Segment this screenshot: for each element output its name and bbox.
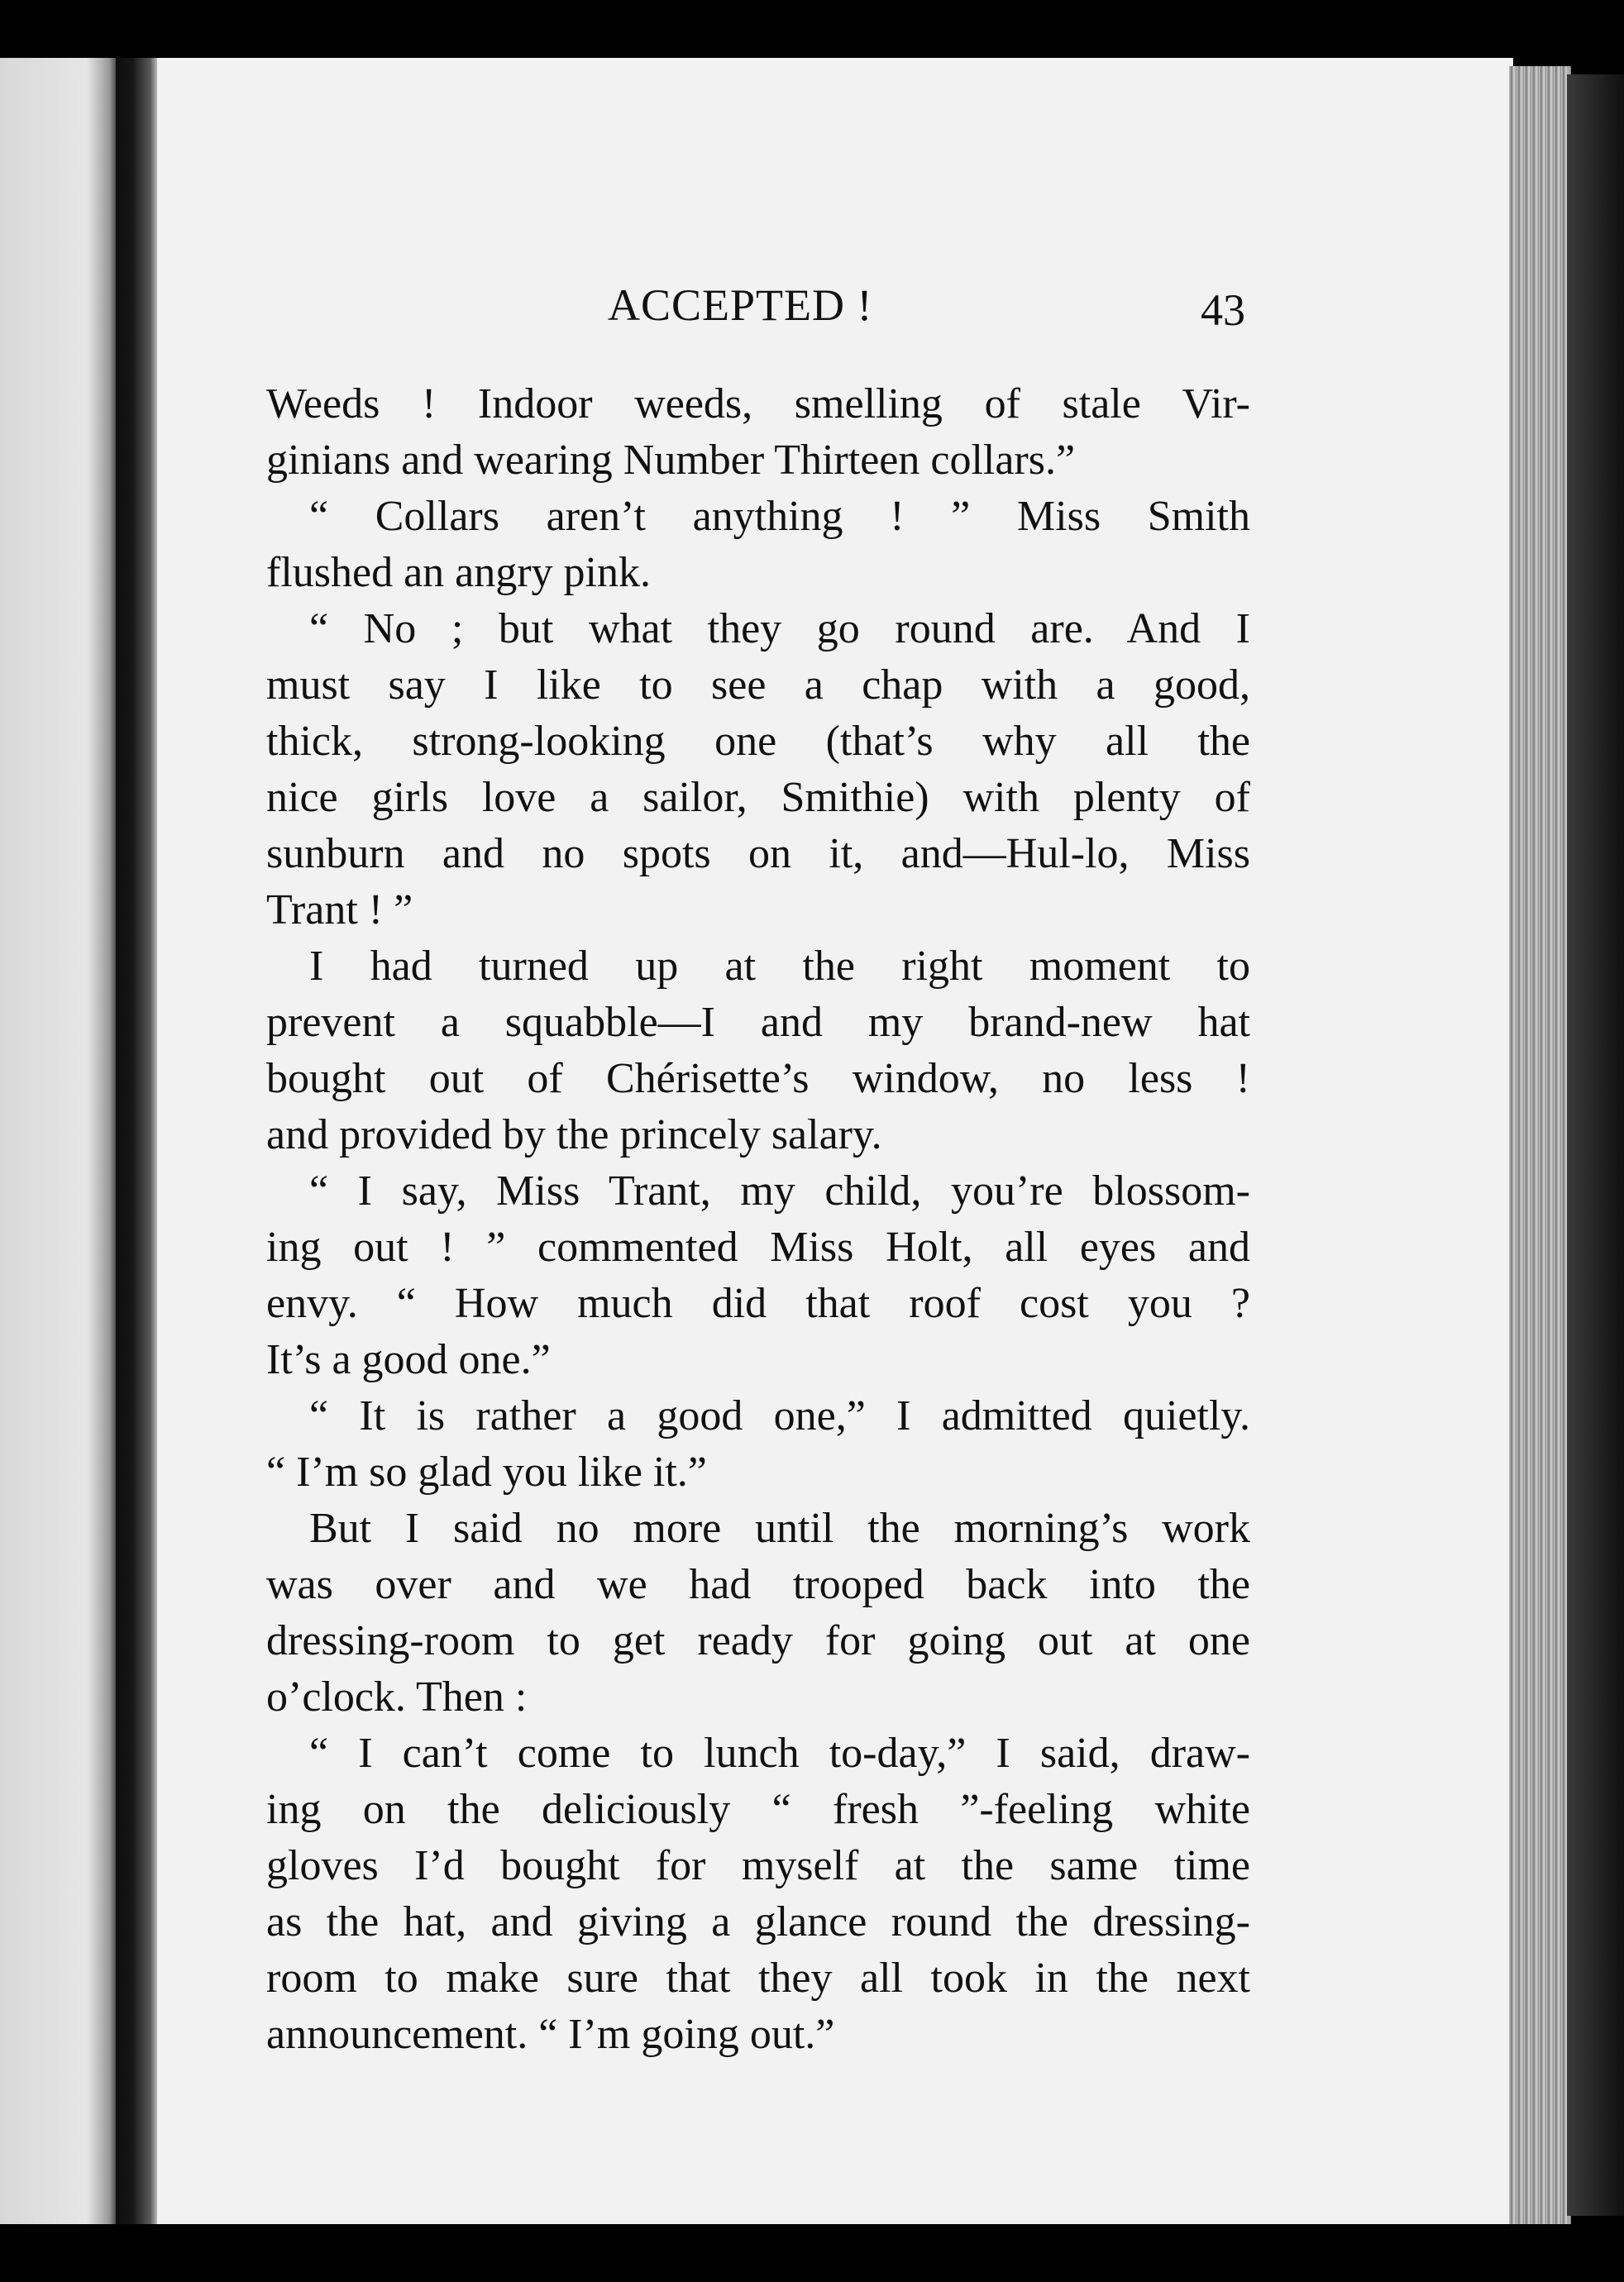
text-line: envy. “ How much did that roof cost you ?: [266, 1280, 1250, 1327]
text-line: ing on the deliciously “ fresh ”-feeling white: [266, 1786, 1250, 1833]
text-line: Weeds ! Indoor weeds, smelling of stale Vir-: [266, 380, 1250, 427]
gutter-shadow: [116, 58, 159, 2224]
cover-edge: [1567, 74, 1624, 2216]
text-line: ing out ! ” commented Miss Holt, all eyes and: [266, 1224, 1250, 1271]
text-line: I had turned up at the right moment to: [309, 943, 1250, 990]
text-line: Trant ! ”: [266, 886, 413, 933]
left-page-edge: [0, 58, 124, 2224]
text-line: dressing-room to get ready for going out at one: [266, 1617, 1250, 1664]
text-line: announcement. “ I’m going out.”: [266, 2011, 835, 2058]
text-line: bought out of Chérisette’s window, no less !: [266, 1055, 1250, 1102]
page-number: 43: [1201, 285, 1245, 335]
running-head: [157, 279, 1513, 346]
text-line: o’clock. Then :: [266, 1673, 528, 1721]
text-line: and provided by the princely salary.: [266, 1111, 882, 1158]
text-line: “ I’m so glad you like it.”: [266, 1449, 707, 1496]
text-line: was over and we had trooped back into the: [266, 1561, 1250, 1608]
text-line: “ I can’t come to lunch to-day,” I said, draw-: [309, 1730, 1250, 1777]
text-line: thick, strong-looking one (that’s why all the: [266, 718, 1250, 765]
text-line: prevent a squabble—I and my brand-new hat: [266, 999, 1250, 1046]
text-line: “ Collars aren’t anything ! ” Miss Smith: [309, 493, 1250, 540]
running-title: ACCEPTED !: [608, 280, 873, 330]
text-line: nice girls love a sailor, Smithie) with plenty of: [266, 774, 1250, 821]
text-line: “ It is rather a good one,” I admitted quietly.: [309, 1392, 1250, 1439]
text-line: It’s a good one.”: [266, 1336, 551, 1383]
text-line: gloves I’d bought for myself at the same time: [266, 1842, 1250, 1889]
text-line: room to make sure that they all took in the next: [266, 1955, 1250, 2002]
text-line: “ I say, Miss Trant, my child, you’re blossom-: [309, 1167, 1250, 1215]
text-line: ginians and wearing Number Thirteen collars.”: [266, 437, 1076, 484]
right-page-edges: [1509, 66, 1571, 2224]
body-text: [266, 376, 1250, 2063]
text-line: But I said no more until the morning’s work: [309, 1505, 1250, 1552]
book-page: [157, 58, 1513, 2224]
text-line: “ No ; but what they go round are. And I: [309, 605, 1250, 652]
text-line: must say I like to see a chap with a good,: [266, 661, 1250, 709]
text-line: as the hat, and giving a glance round the dressing-: [266, 1898, 1250, 1945]
text-line: flushed an angry pink.: [266, 549, 652, 596]
text-line: sunburn and no spots on it, and—Hul-lo, Miss: [266, 830, 1250, 877]
